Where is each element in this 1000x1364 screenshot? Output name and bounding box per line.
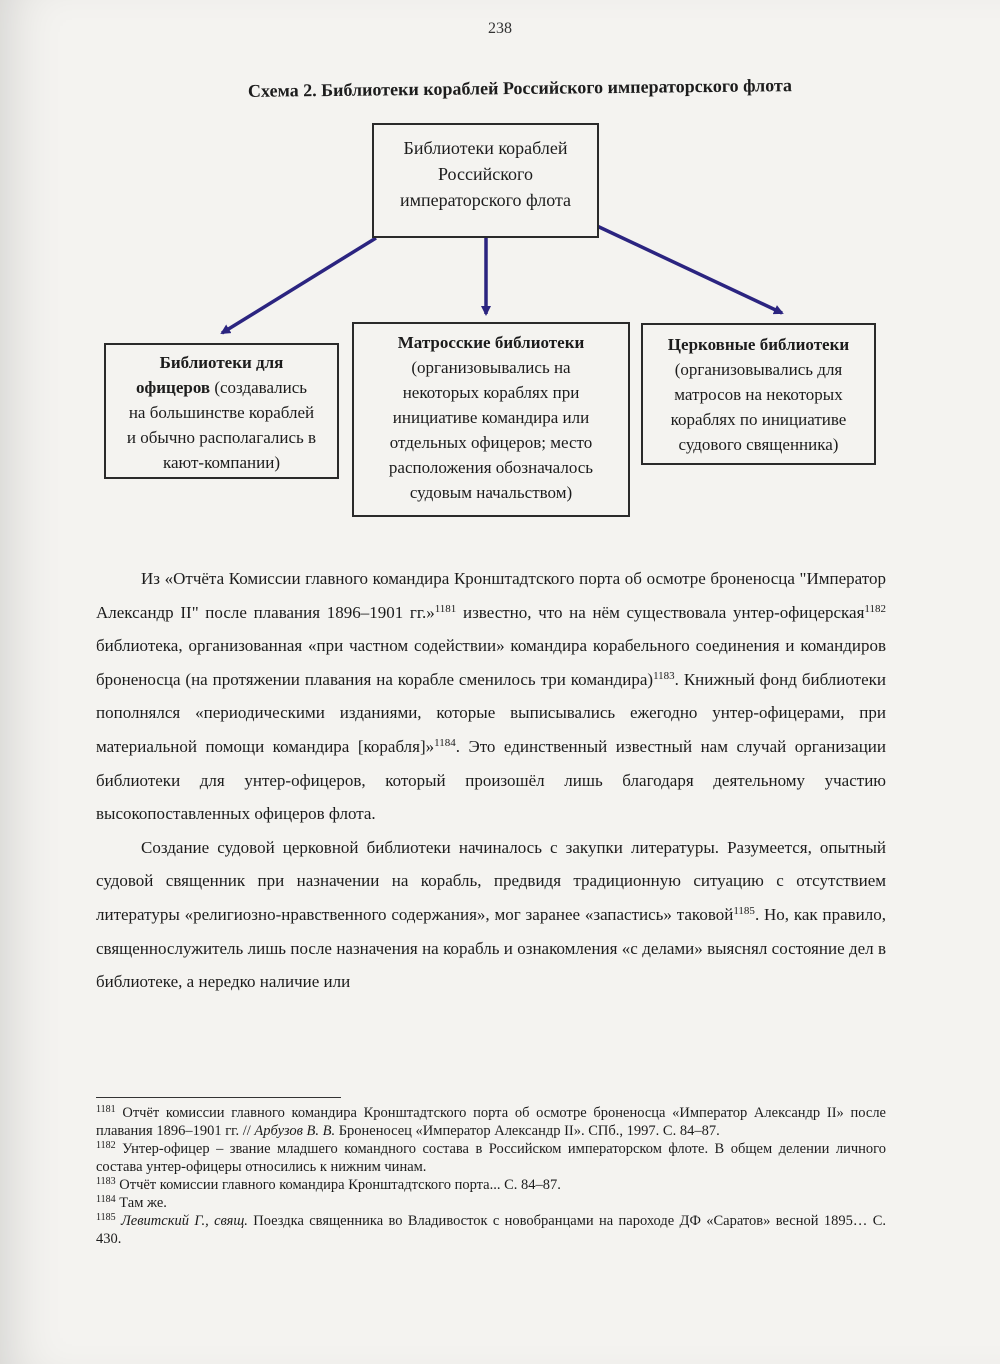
p1-text-d: . Книжный фонд библиотеки пополнялся «периодическими изданиями, которые выписывались ежегодно унтер-офицерами, при материальной помощи командира [корабля]» [96, 669, 886, 756]
p1-text-e: . Это единственный известный нам случай организации библиотеки для унтер-офицеров, который произошёл лишь благодаря деятельному участию высокопоставленных офицеров флота. [96, 736, 886, 824]
footnote-ref-1181[interactable]: 1181 [434, 602, 457, 615]
sailors-line-4: отдельных офицеров; место [389, 433, 593, 452]
footnote-ref-1183[interactable]: 1183 [653, 669, 675, 682]
church-box [641, 323, 876, 465]
scheme-title: Схема 2. Библиотеки кораблей Российского императорского флота [247, 75, 793, 101]
sailors-line-1: (организовывались на [411, 358, 571, 377]
officers-desc-d: кают-компании) [162, 453, 281, 472]
paragraph-1 [96, 562, 886, 831]
officers-title: Библиотеки для [159, 353, 284, 372]
footnote-number: 1183 [96, 1176, 116, 1187]
officers-box [104, 343, 339, 479]
sailors-line-5: расположения обозначалось [388, 458, 594, 477]
footnote-1183 [96, 1176, 886, 1194]
p2-text-a: Создание судовой церковной библиотеки начиналось с закупки литературы. Разумеется, опытный судовой священник при назначении на корабль, предвидя традиционную ситуацию с отсутствием литературы «религиозно-нравственного содержания», мог заранее «запастись» таковой [96, 837, 886, 924]
footnote-1185 [96, 1212, 886, 1248]
page-number: 238 [488, 20, 512, 37]
root-line-1: Библиотеки кораблей [403, 138, 568, 158]
root-box [372, 123, 599, 238]
body-text [96, 562, 886, 999]
footnote-number: 1182 [96, 1140, 116, 1151]
footnote-author: Левитский Г., свящ. [115, 1213, 248, 1229]
footnote-1184 [96, 1194, 886, 1212]
sailors-line-2: некоторых кораблях при [402, 383, 580, 402]
sailors-line-6: судовым начальством) [409, 483, 573, 502]
footnote-text: Унтер-офицер – звание младшего командного состава в Российском императорском флоте. В общем делении личного состава унтер-офицеры относились к нижним чинам. [96, 1141, 886, 1175]
footnote-1182 [96, 1140, 886, 1176]
church-line-2: матросов на некоторых [674, 385, 843, 404]
church-line-1: (организовывались для [674, 360, 843, 379]
p1-text-c: библиотека, организованная «при частном содействии» командира корабельного соединения и командиров броненосца (на протяжении плавания на корабле сменилось три командира) [96, 636, 886, 689]
footnote-ref-1185[interactable]: 1185 [733, 904, 755, 917]
paragraph-2 [96, 831, 886, 999]
footnote-ref-1184[interactable]: 1184 [434, 736, 456, 749]
sailors-title: Матросские библиотеки [397, 333, 585, 352]
footnotes [96, 1104, 886, 1248]
officers-desc-b: на большинстве кораблей [128, 403, 315, 422]
footnote-text: Там же. [115, 1195, 167, 1211]
footnote-text: Отчёт комиссии главного командира Кронштадтского порта... С. 84–87. [115, 1177, 561, 1193]
footnote-number: 1185 [96, 1212, 116, 1223]
church-title: Церковные библиотеки [667, 335, 850, 354]
root-line-3: императорского флота [399, 190, 572, 210]
footnote-number: 1184 [96, 1194, 116, 1205]
footnote-text: Броненосец «Император Александр II». СПб., 1997. С. 84–87. [335, 1123, 720, 1139]
church-line-4: судового священника) [678, 435, 839, 454]
footnote-text: Поездка священника во Владивосток с новобранцами на пароходе ДФ «Саратов» весной 1895… С. 430. [96, 1213, 886, 1247]
officers-desc-a: (создавались [210, 378, 308, 397]
footnote-separator [96, 1097, 341, 1098]
root-line-2: Российского [437, 164, 533, 184]
arrow-to-officers [222, 238, 376, 333]
sailors-box [352, 322, 630, 517]
footnote-author: Арбузов В. В. [254, 1123, 336, 1139]
footnote-1181 [96, 1104, 886, 1140]
p2-text-b: . Но, как правило, священнослужитель лишь после назначения на корабль и ознакомления «с делами» выяснял состояние дел в библиотеке, а нередко наличие или [96, 904, 886, 992]
sailors-line-3: инициативе командира или [392, 408, 590, 427]
church-line-3: кораблях по инициативе [670, 410, 847, 429]
officers-desc-c: и обычно располагались в [126, 428, 317, 447]
footnote-number: 1181 [96, 1104, 116, 1115]
footnote-text: Отчёт комиссии главного командира Кронштадтского порта об осмотре броненосца «Император Александр II» после плавания 1896–1901 гг. // [96, 1105, 886, 1139]
p1-text-a: Из «Отчёта Комиссии главного командира Кронштадтского порта об осмотре броненосца "Император Александр II" после плавания 1896–1901 гг.» [96, 569, 886, 622]
footnote-ref-1182[interactable]: 1182 [864, 602, 887, 615]
p1-text-b: известно, что на нём существовала унтер-офицерская [456, 602, 865, 622]
arrow-to-church [597, 226, 782, 313]
officers-title-2: офицеров [135, 378, 211, 397]
